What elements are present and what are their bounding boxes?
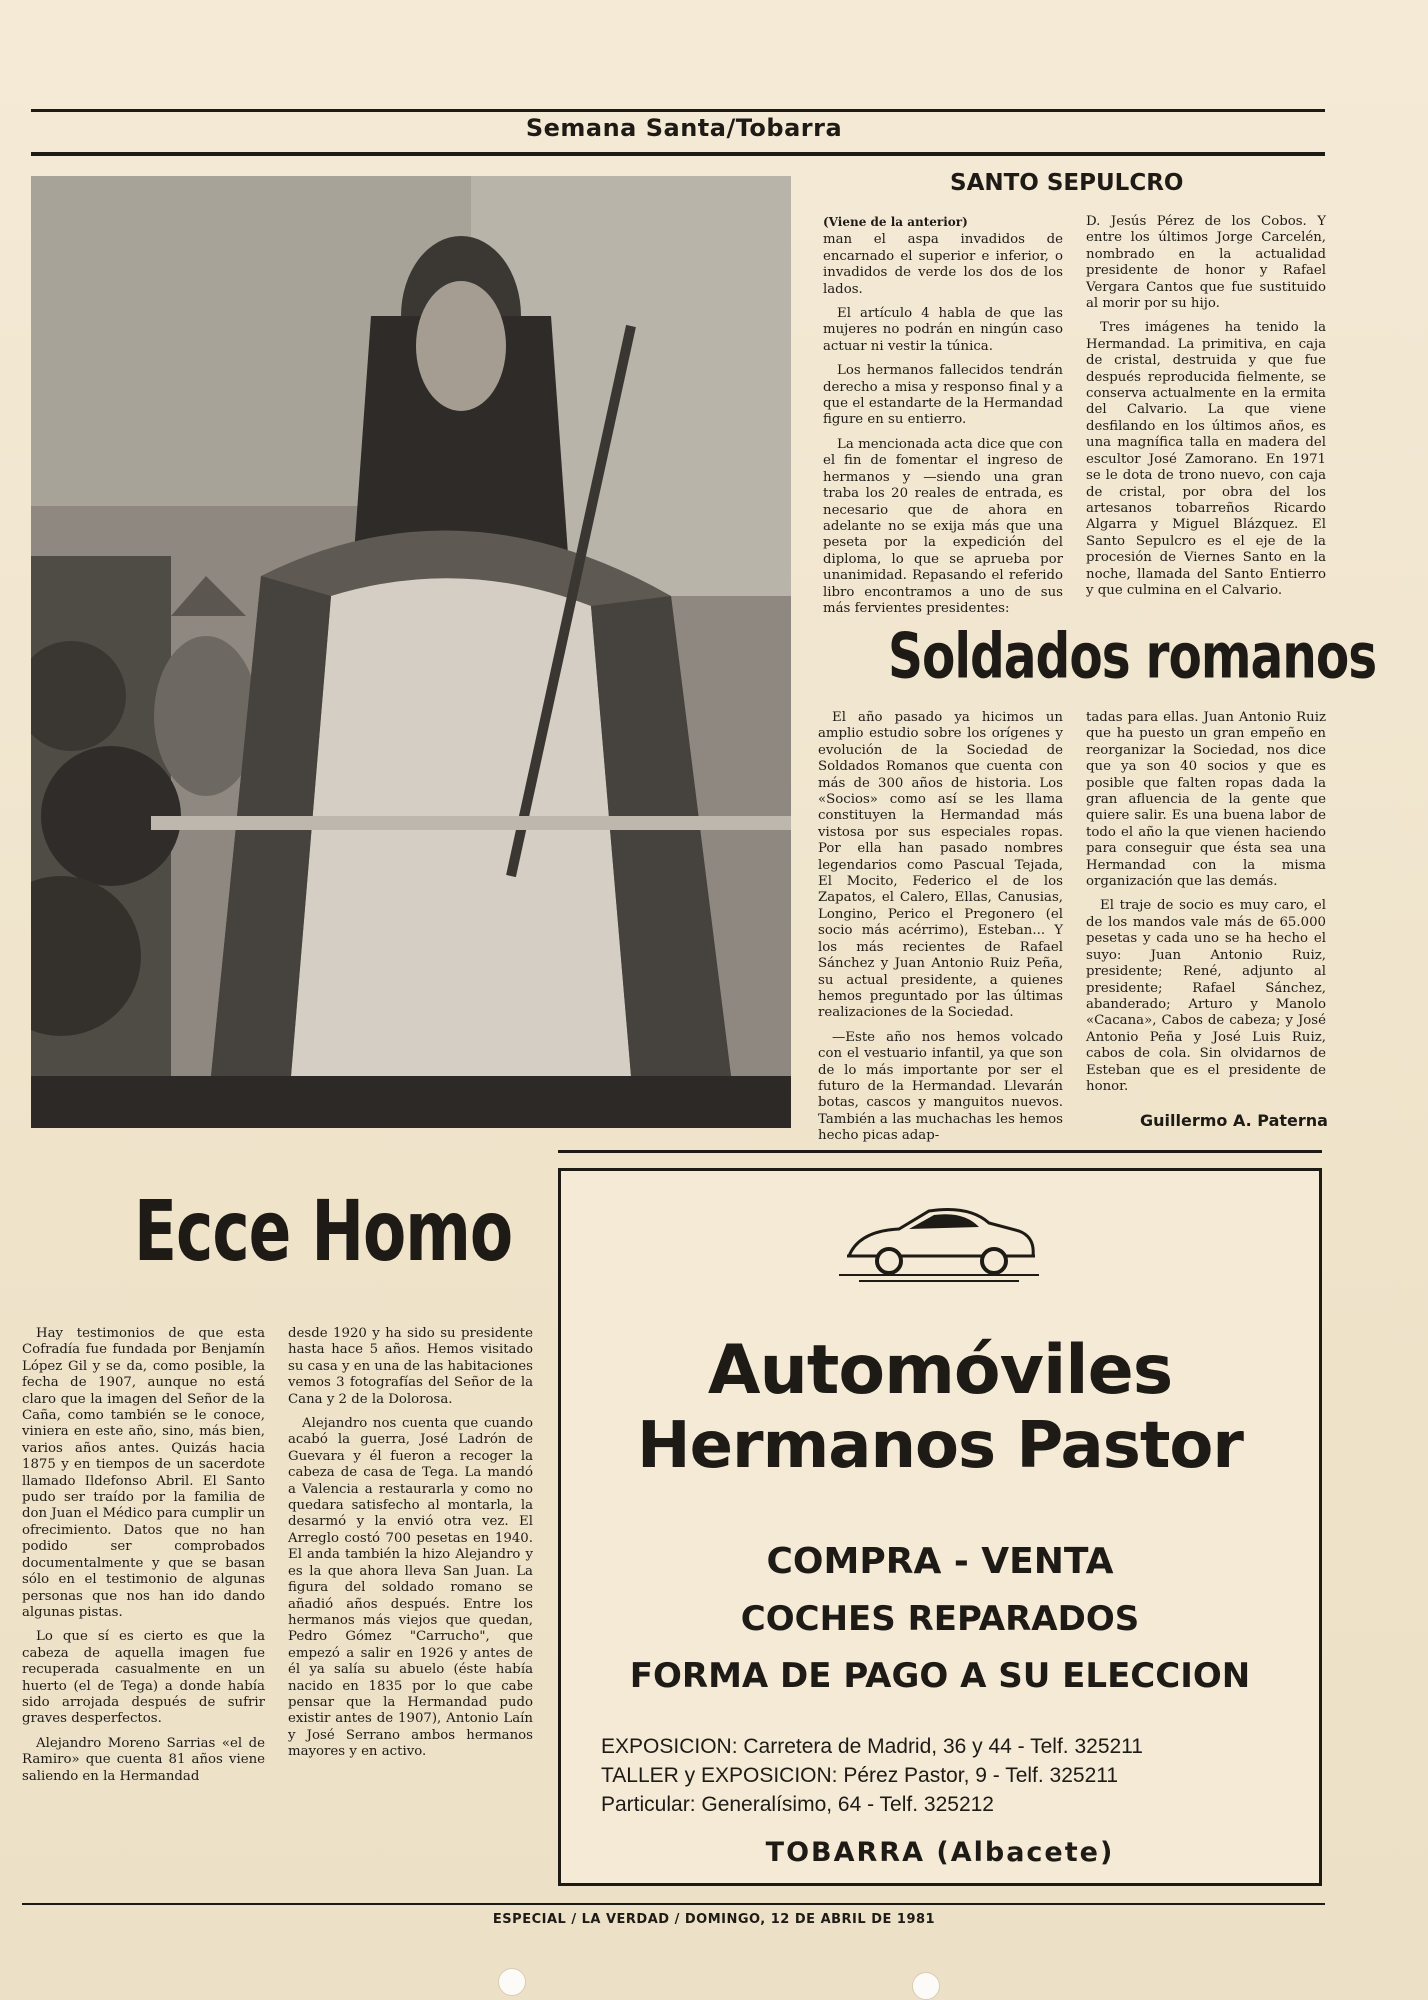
paragraph: desde 1920 y ha sido su presidente hasta hace 5 años. Hemos visitado su casa y en una de las habitaciones vemos 3 fotografías del Señor de la Cana y 2 de la Dolorosa. (288, 1326, 533, 1407)
ad-address-exposicion: EXPOSICION: Carretera de Madrid, 36 y 44 - Telf. 325211 (601, 1735, 1143, 1758)
ad-town: TOBARRA (Albacete) (765, 1837, 1115, 1868)
paragraph: Los hermanos fallecidos tendrán derecho a misa y responso final y a que el estandarte de la Hermandad figure en su entierro. (823, 363, 1063, 428)
vintage-car-icon (839, 1201, 1039, 1291)
santo-sepulcro-title: SANTO SEPULCRO (950, 170, 1184, 196)
header-bottom-rule (31, 152, 1325, 156)
ad-headline-2: Hermanos Pastor (637, 1409, 1243, 1483)
paragraph: Hay testimonios de que esta Cofradía fue fundada por Benjamín López Gil y se da, como posible, la fecha de 1907, aunque no está claro que la imagen del Señor de la Caña, como también se le conoce, viniera en este año, sino, más bien, varios años antes. Quizás hacia 1875 y en tiempos de un sacerdote llamado Ildefonso Abril. El Santo pudo ser traído por la familia de don Juan el Médico para cumplir un ofrecimiento. Datos que no han podido ser comprobados documentalmente y que se basan sólo en el testimonio de algunas personas que nos han ido dando algunas pistas. (22, 1326, 265, 1620)
paragraph: Alejandro Moreno Sarrias «el de Ramiro» que cuenta 81 años viene saliendo en la Hermandad (22, 1735, 265, 1784)
ad-top-rule (558, 1150, 1322, 1153)
ecce-homo-photo (31, 176, 791, 1128)
header-top-rule (31, 109, 1325, 112)
paragraph: man el aspa invadidos de encarnado el superior e inferior, o invadidos de verde los dos de los lados. (823, 232, 1063, 297)
ad-line-forma-pago: FORMA DE PAGO A SU ELECCION (629, 1656, 1251, 1696)
paragraph: D. Jesús Pérez de los Cobos. Y entre los últimos Jorge Carcelén, nombrado en la actualidad presidente de honor y Rafael Vergara Cantos que fue sustituido al morir por su hijo. (1086, 214, 1326, 312)
paragraph: El artículo 4 habla de que las mujeres no podrán en ningún caso actuar ni vestir la túnica. (823, 306, 1063, 354)
binder-hole (498, 1968, 526, 1996)
ad-address-particular: Particular: Generalísimo, 64 - Telf. 325212 (601, 1793, 994, 1816)
paragraph: tadas para ellas. Juan Antonio Ruiz que ha puesto un gran empeño en reorganizar la Sociedad, nos dice que ya son 40 socios y que es posible que falten ropas dada la gran afluencia de la gente que quiere salir. Es una buena labor de todo el año la que vienen haciendo para conseguir que ésta sea una Hermandad con la misma organización que las demás. (1086, 710, 1326, 890)
paragraph: El traje de socio es muy caro, el de los mandos vale más de 65.000 pesetas y cada uno se ha hecho el suyo: Juan Antonio Ruiz, presidente; René, adjunto al presidente; Rafael Sánchez, abanderado; Arturo y Manolo «Cacana», Cabos de cabeza; y José Antonio Peña y José Luis Ruiz, cabos de cola. Sin olvidarnos de Esteban que es el presidente de honor. (1086, 898, 1326, 1094)
ad-address-taller: TALLER y EXPOSICION: Pérez Pastor, 9 - Telf. 325211 (601, 1764, 1119, 1787)
section-header: Semana Santa/Tobarra (525, 114, 843, 142)
paragraph: Tres imágenes ha tenido la Hermandad. La primitiva, en caja de cristal, destruida y que fue después reproducida fielmente, se conserva actualmente en la ermita del Calvario. La que viene desfilando en los últimos años, es una magnífica talla en madera del escultor José Zamorano. En 1971 se le dota de trono nuevo, con caja de cristal, por obra del los artesanos tobarreños Ricardo Algarra y Miguel Blázquez. El Santo Sepulcro es el eje de la procesión de Viernes Santo en la noche, llamada del Santo Entierro y que culmina en el Calvario. (1086, 320, 1326, 598)
ecce-homo-column-1 (22, 1326, 265, 1793)
soldados-romanos-title: Soldados romanos (888, 620, 1377, 693)
ecce-homo-column-2 (288, 1326, 533, 1769)
paragraph: La mencionada acta dice que con el fin de fomentar el ingreso de hermanos y —siendo una gran traba los 20 reales de entrada, es necesario que de ahora en adelante no se exija más que una peseta por la expedición del diploma, lo que se aprueba por unanimidad. Repasando el referido libro encontramos a uno de sus más fervientes presidentes: (823, 436, 1063, 616)
car-dealer-advertisement (558, 1168, 1322, 1886)
ecce-homo-title: Ecce Homo (134, 1182, 513, 1281)
ad-line-coches: COCHES REPARADOS (740, 1599, 1140, 1639)
author-byline: Guillermo A. Paterna (1140, 1111, 1328, 1130)
page-footer: ESPECIAL / LA VERDAD / DOMINGO, 12 DE ABRIL DE 1981 (492, 1912, 936, 1927)
paragraph: Alejandro nos cuenta que cuando acabó la guerra, José Ladrón de Guevara y él fueron a recoger la cabeza de casa de Tega. La mandó a Valencia a restaurarla y como no quedara satisfecho al montarla, la desarmó y la envió otra vez. El Arreglo costó 700 pesetas en 1940. El anda también la hizo Alejandro y es la que ahora lleva San Juan. La figura del soldado romano se añadió años después. Entre los hermanos más viejos que quedan, Pedro Gómez "Carrucho", que empezó a salir en 1926 y antes de él ya salía su abuelo (éste había nacido en 1835 por lo que cabe pensar que la Hermandad pudo existir antes de 1907), Antonio Laín y José Serrano ambos hermanos mayores y en activo. (288, 1416, 533, 1760)
paragraph: Lo que sí es cierto es que la cabeza de aquella imagen fue recuperada casualmente en un huerto (el de Tega) a donde había sido arrojada después de sufrir graves desperfectos. (22, 1629, 265, 1727)
continuation-note: (Viene de la anterior) (823, 215, 968, 229)
soldados-column-1 (818, 710, 1063, 1153)
binder-hole (912, 1972, 940, 2000)
paragraph: —Este año nos hemos volcado con el vestuario infantil, ya que son de lo más importante por ser el futuro de la Hermandad. Llevarán botas, cascos y manguitos nuevos. También a las muchachas les hemos hecho picas adap- (818, 1029, 1063, 1144)
paragraph: El año pasado ya hicimos un amplio estudio sobre los orígenes y evolución de la Sociedad de Soldados Romanos que cuenta con más de 300 años de historia. Los «Socios» como así se les llama constituyen la Hermandad más vistosa por sus especiales ropas. Por ella han pasado nombres legendarios como Pascual Tejada, El Mocito, Federico el de los Zapatos, el Calero, Ellas, Canusias, Longino, Perico el Pregonero (el socio más acérrimo), Esteban... Y los más recientes de Rafael Sánchez y Juan Antonio Ruiz Peña, su actual presidente, a quienes hemos preguntado por las últimas realizaciones de la Sociedad. (818, 710, 1063, 1021)
santo-sepulcro-column-1 (823, 214, 1063, 625)
ad-line-compra-venta: COMPRA - VENTA (766, 1541, 1114, 1582)
footer-rule (22, 1903, 1325, 1905)
soldados-column-2 (1086, 710, 1326, 1103)
ad-headline-1: Automóviles (707, 1331, 1173, 1410)
santo-sepulcro-column-2 (1086, 214, 1326, 607)
